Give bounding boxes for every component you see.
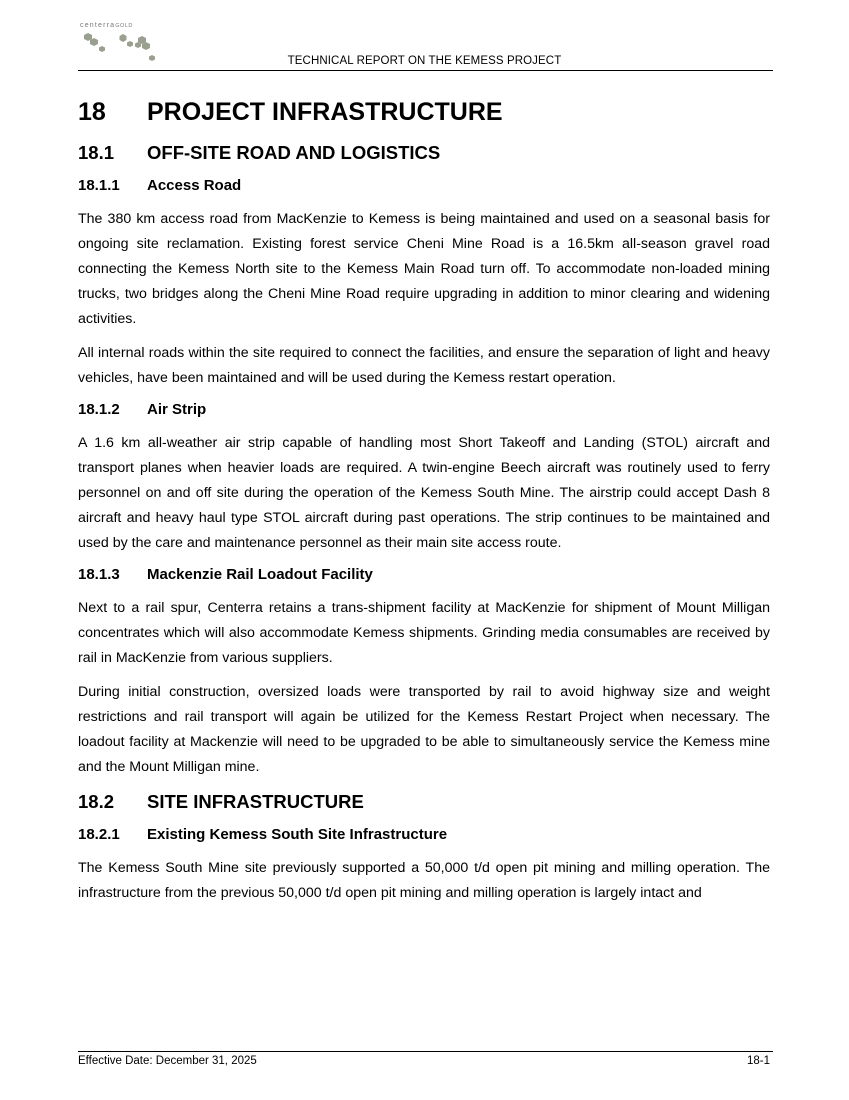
subsection-title: SITE INFRASTRUCTURE (147, 791, 364, 812)
logo-wordmark-suffix: GOLD (115, 23, 133, 29)
subsubsection-title: Existing Kemess South Site Infrastructure (147, 826, 448, 843)
page-number: 18-1 (746, 1055, 770, 1067)
subsubsection-number: 18.2.1 (78, 826, 120, 843)
footer-divider (78, 1051, 773, 1052)
subsubsection-number: 18.1.2 (78, 401, 120, 418)
subsection-heading (78, 790, 770, 814)
effective-date: Effective Date: December 31, 2025 (78, 1055, 257, 1067)
subsection-number: 18.2 (78, 791, 115, 812)
header-divider (78, 70, 773, 71)
paragraph: Next to a rail spur, Centerra retains a trans-shipment facility at MacKenzie for shipment of Mount Milligan concentrates which will also accommodate Kemess shipments. Grinding media consumables are received by rail in MacKenzie from various suppliers. (78, 600, 770, 666)
subsubsection-title: Mackenzie Rail Loadout Facility (147, 566, 373, 583)
subsubsection-title: Air Strip (147, 401, 207, 418)
paragraph: During initial construction, oversized loads were transported by rail to avoid highway size and weight restrictions and rail transport will again be utilized for the Kemess Restart Project when necessary. The loadout facility at Mackenzie will need to be upgraded to be able to simultaneously service the Kemess mine and the Mount Milligan mine. (78, 684, 770, 775)
section-heading (78, 97, 770, 127)
paragraph: The Kemess South Mine site previously supported a 50,000 t/d open pit mining and milling operation. The infrastructure from the previous 50,000 t/d open pit mining and milling operation is largely intact and (78, 860, 770, 901)
report-content (78, 97, 770, 915)
report-header-title: TECHNICAL REPORT ON THE KEMESS PROJECT (287, 55, 562, 67)
subsection-number: 18.1 (78, 142, 115, 163)
subsubsection-heading-access-road (78, 176, 770, 196)
subsection-heading (78, 141, 770, 165)
subsubsection-title: Access Road (147, 177, 242, 194)
subsubsection-heading-site-infrastructure (78, 825, 770, 845)
paragraph: All internal roads within the site required to connect the facilities, and ensure the separation of light and heavy vehicles, have been maintained and will be used during the Kemess restart operation. (78, 345, 770, 386)
subsubsection-number: 18.1.3 (78, 566, 120, 583)
subsubsection-heading-air-strip (78, 400, 770, 420)
section-number: 18 (78, 98, 106, 126)
paragraph: The 380 km access road from MacKenzie to Kemess is being maintained and used on a seasonal basis for ongoing site reclamation. Existing forest service Cheni Mine Road is a 16.5km all-season gravel road connecting the Kemess North site to the Kemess Main Road turn off. To accommodate non-loaded mining trucks, two bridges along the Cheni Mine Road require upgrading in addition to minor clearing and widening activities. (78, 211, 770, 327)
paragraph: A 1.6 km all-weather air strip capable of handling most Short Takeoff and Landing (STOL) aircraft and transport planes when heavier loads are required. A twin-engine Beech aircraft was routinely used to ferry personnel on and off site during the operation of the Kemess South Mine. The airstrip could accept Dash 8 aircraft and heavy haul type STOL aircraft during past operations. The strip continues to be maintained and used by the care and maintenance personnel as their main site access route. (78, 435, 770, 551)
subsubsection-heading-rail-loadout (78, 565, 770, 585)
section-title: PROJECT INFRASTRUCTURE (147, 98, 503, 126)
logo-wordmark: centerra (80, 22, 116, 29)
subsubsection-number: 18.1.1 (78, 177, 120, 194)
subsection-title: OFF-SITE ROAD AND LOGISTICS (147, 142, 441, 163)
